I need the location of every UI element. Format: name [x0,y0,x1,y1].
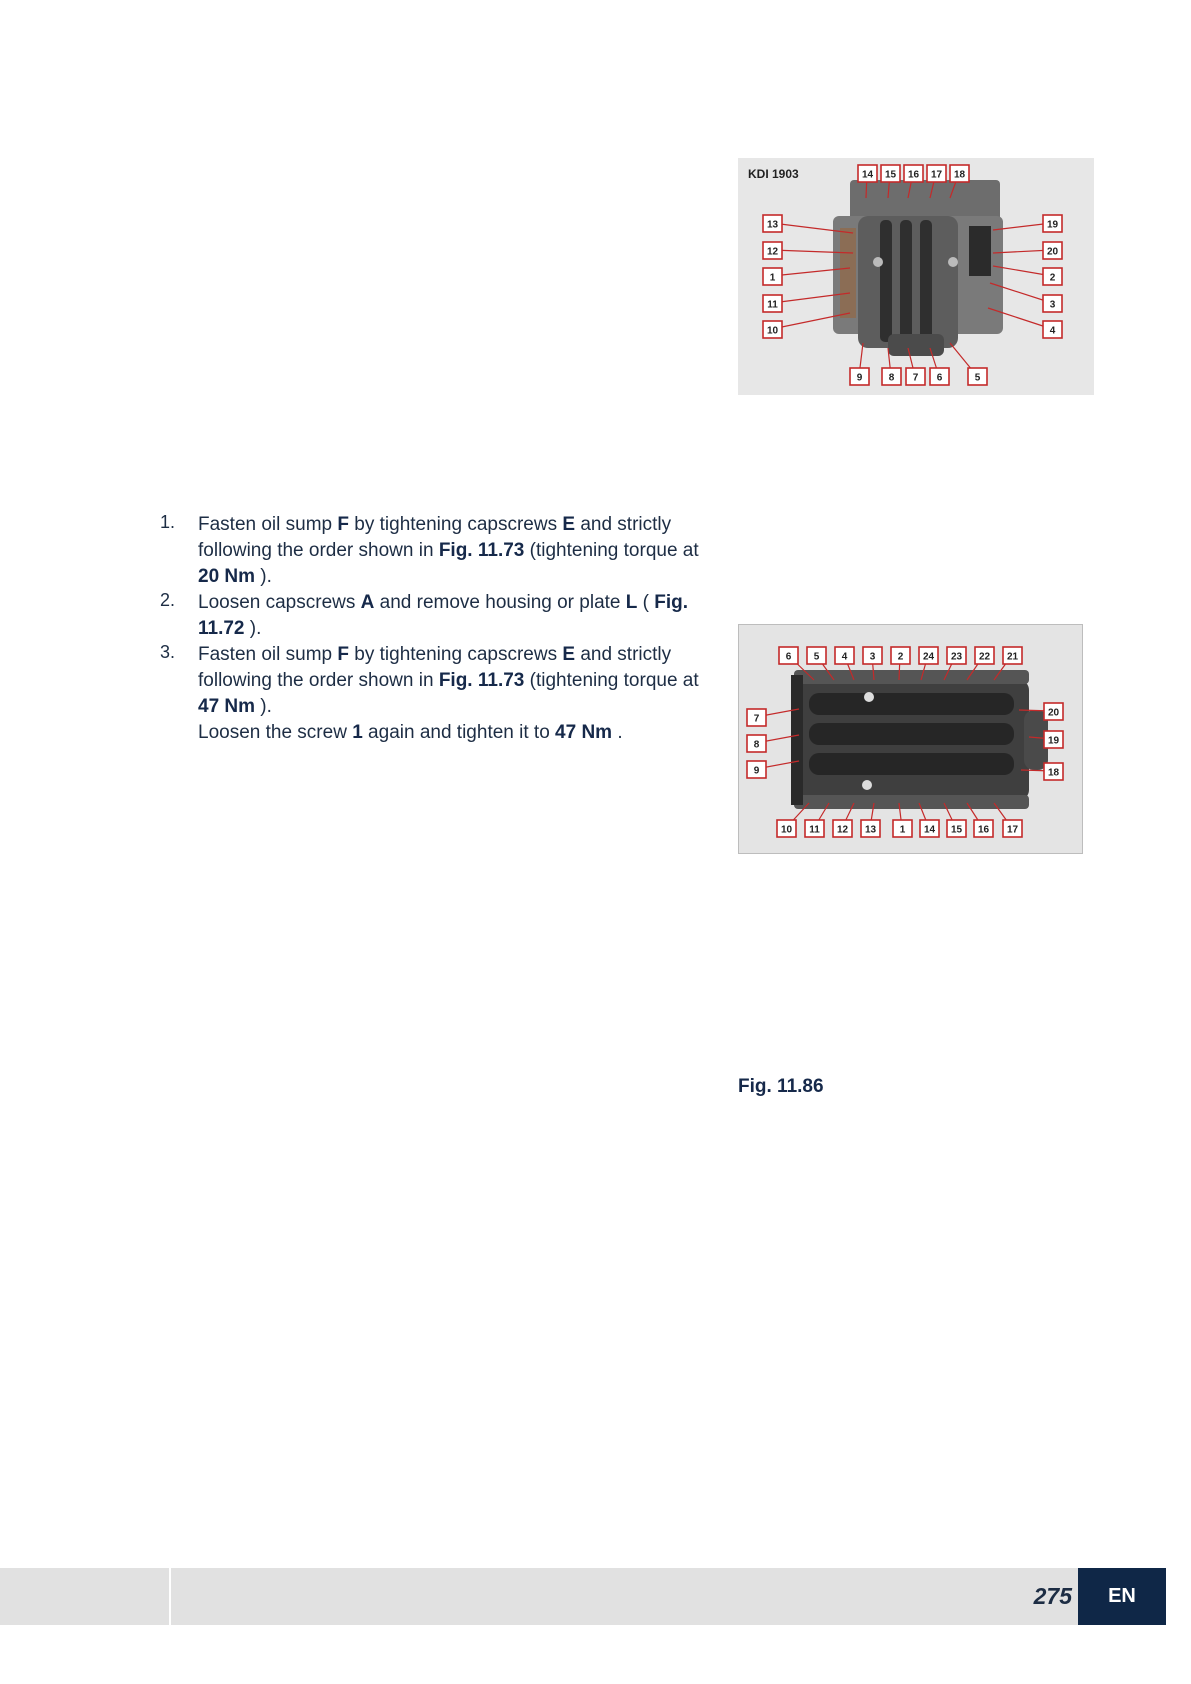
step-3-note [198,720,720,746]
svg-text:3: 3 [1049,299,1056,311]
callout-label-6 [930,368,949,385]
step-text: by tightening capscrews [349,514,563,535]
figure-oil-sump-tightening-order [738,624,1083,854]
svg-text:2: 2 [897,651,904,663]
svg-text:5: 5 [974,372,981,384]
svg-text:17: 17 [930,169,943,181]
svg-text:7: 7 [753,713,760,725]
step-bold: 47 Nm [198,696,256,717]
callout-label-14 [920,820,939,837]
step-3 [160,642,720,746]
step-text: (tightening torque at [524,540,699,561]
step-1 [160,512,720,590]
callout-label-7 [747,709,766,726]
step-text: by tightening capscrews [349,644,563,665]
step-text: Fasten oil sump [198,644,338,665]
callout-label-14 [858,165,877,182]
callout-label-12 [763,242,782,259]
svg-text:11: 11 [767,299,778,311]
step-number: 2. [160,590,176,610]
step-text: Fasten oil sump [198,514,338,535]
step-bold: A [360,592,375,613]
step-bold: F [337,644,350,665]
step-number: 1. [160,512,176,532]
step-2 [160,590,720,642]
svg-text:8: 8 [753,739,760,751]
step-text: and remove housing or plate [374,592,626,613]
figure-model-label: KDI 1903 [748,167,799,181]
figure-caption: Fig. 11.86 [738,1076,824,1097]
figure-kdi1903-tightening-order [738,158,1094,395]
svg-text:10: 10 [766,325,779,337]
svg-text:15: 15 [884,169,897,181]
callout-label-13 [861,820,880,837]
step-text: Loosen capscrews [198,592,361,613]
language-badge: EN [1078,1568,1166,1625]
svg-text:4: 4 [841,651,848,663]
step-bold: 1 [352,722,363,743]
step-bold: Fig. 11.73 [438,670,525,691]
callout-label-17 [927,165,946,182]
callout-label-5 [807,647,826,664]
callout-label-8 [747,735,766,752]
callout-label-3 [863,647,882,664]
step-text: . [612,722,623,743]
step-text: ). [255,566,272,587]
callout-label-1 [763,268,782,285]
svg-text:10: 10 [780,824,793,836]
svg-text:17: 17 [1006,824,1019,836]
step-bold: F [337,514,350,535]
step-text: and strictly following the order shown in [198,514,672,561]
procedure-steps [160,512,720,746]
svg-text:11: 11 [809,824,820,836]
svg-text:1: 1 [769,272,776,284]
step-text: (tightening torque at [524,670,699,691]
callout-label-9 [850,368,869,385]
callout-label-4 [835,647,854,664]
callout-label-11 [805,820,824,837]
svg-text:14: 14 [923,824,936,836]
callout-label-6 [779,647,798,664]
callout-label-4 [1043,321,1062,338]
callout-label-13 [763,215,782,232]
callout-label-10 [763,321,782,338]
svg-text:20: 20 [1047,707,1060,719]
step-bold: Fig. 11.73 [438,540,525,561]
callout-label-7 [906,368,925,385]
callout-label-2 [891,647,910,664]
callout-label-10 [777,820,796,837]
svg-text:9: 9 [753,765,760,777]
svg-text:24: 24 [922,651,935,663]
callout-label-24 [919,647,938,664]
svg-text:3: 3 [869,651,876,663]
callout-label-9 [747,761,766,778]
step-text: ( [637,592,655,613]
footer-bar [0,1568,1166,1625]
callout-label-22 [975,647,994,664]
page-number: 275 [1033,1583,1072,1609]
callout-label-15 [881,165,900,182]
svg-text:13: 13 [864,824,877,836]
step-text: ). [255,696,272,717]
svg-text:13: 13 [766,219,779,231]
callout-label-18 [1044,763,1063,780]
svg-text:19: 19 [1047,735,1060,747]
callout-label-16 [904,165,923,182]
svg-text:14: 14 [861,169,874,181]
svg-text:19: 19 [1046,219,1059,231]
callout-label-19 [1044,731,1063,748]
step-text: Loosen the screw [198,722,353,743]
svg-text:8: 8 [888,372,895,384]
svg-text:6: 6 [936,372,943,384]
step-text: and strictly following the order shown in [198,644,672,691]
callout-label-2 [1043,268,1062,285]
step-bold: 20 Nm [198,566,256,587]
step-bold: Fig. 11.72 [198,592,689,639]
step-text: ). [244,618,262,639]
step-bold: E [562,514,576,535]
callout-label-19 [1043,215,1062,232]
step-bold: L [625,592,638,613]
callout-label-8 [882,368,901,385]
svg-text:7: 7 [912,372,919,384]
callout-label-1 [893,820,912,837]
callout-label-23 [947,647,966,664]
svg-text:16: 16 [907,169,920,181]
svg-text:2: 2 [1049,272,1056,284]
callout-label-11 [763,295,782,312]
callout-label-3 [1043,295,1062,312]
callout-label-15 [947,820,966,837]
svg-text:18: 18 [953,169,966,181]
svg-text:12: 12 [766,246,779,258]
callout-label-21 [1003,647,1022,664]
callout-label-17 [1003,820,1022,837]
footer-divider [169,1568,171,1625]
svg-text:23: 23 [950,651,963,663]
svg-text:9: 9 [856,372,863,384]
callout-label-12 [833,820,852,837]
svg-text:21: 21 [1006,651,1019,663]
svg-text:18: 18 [1047,767,1060,779]
svg-text:12: 12 [836,824,849,836]
step-text: again and tighten it to [362,722,556,743]
svg-text:6: 6 [785,651,792,663]
svg-text:16: 16 [977,824,990,836]
callout-label-5 [968,368,987,385]
step-number: 3. [160,642,176,662]
step-bold: 47 Nm [555,722,613,743]
svg-text:5: 5 [813,651,820,663]
step-bold: E [562,644,576,665]
svg-text:4: 4 [1049,325,1056,337]
callout-label-16 [974,820,993,837]
callout-label-20 [1043,242,1062,259]
callout-label-18 [950,165,969,182]
svg-text:20: 20 [1046,246,1059,258]
svg-text:15: 15 [950,824,963,836]
svg-text:1: 1 [899,824,906,836]
svg-text:22: 22 [978,651,991,663]
callout-label-20 [1044,703,1063,720]
